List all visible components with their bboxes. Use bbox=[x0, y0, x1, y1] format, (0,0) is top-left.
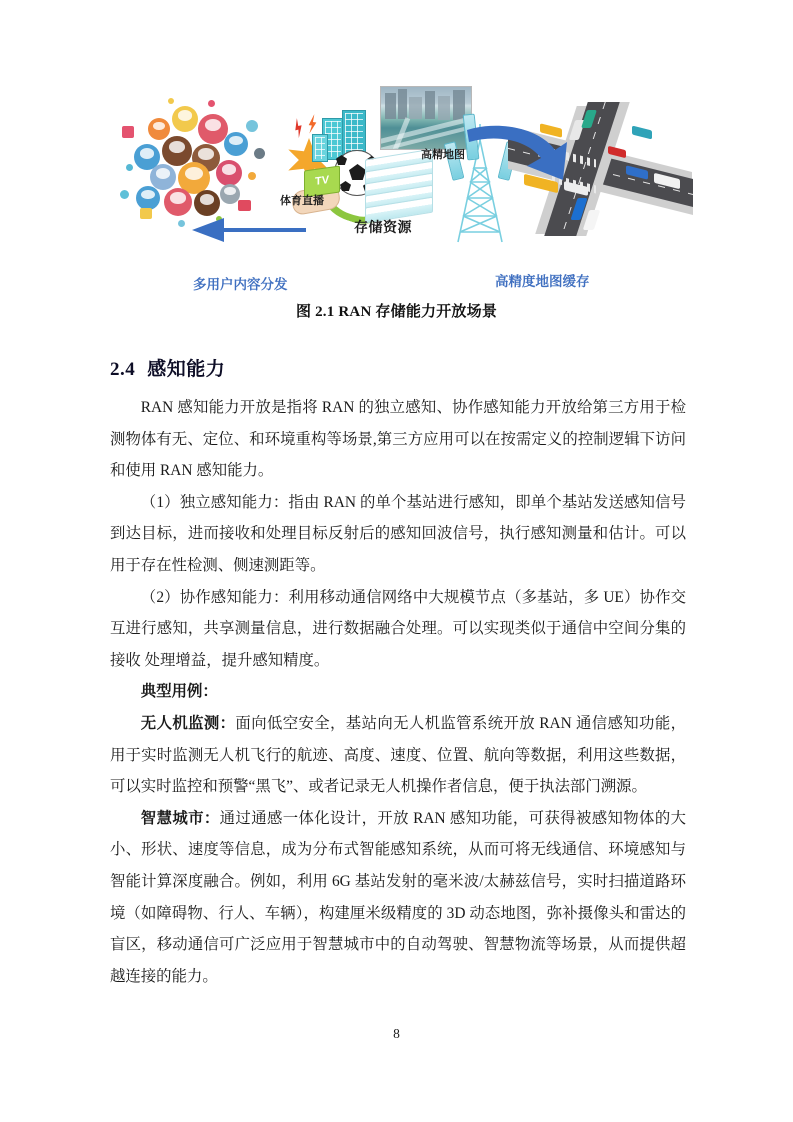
figure-label-storage-resource: 存储资源 bbox=[354, 219, 412, 235]
section-number: 2.4 bbox=[110, 358, 136, 380]
body-content bbox=[110, 392, 686, 992]
paragraph-smart-city: 智慧城市：通过通感一体化设计，开放 RAN 感知功能，可获得被感知物体的大小、形状、速度等信息，成为分布式智能感知系统，从而可将无线通信、环境感知与智能计算深度融合。例如，利用 6G 基站发射的毫米波/太赫兹信号，实时扫描道路环境（如障碍物、行人、车辆），构建厘米级精度的 3D 动态地图，弥补摄像头和雷达的盲区，移动通信可广泛应用于智慧城市中的自动驾驶、智慧物流等场景，从而提供超越连接的能力。 bbox=[110, 809, 686, 985]
figure-scenario-label-right: 高精度地图缓存 bbox=[495, 274, 590, 289]
paragraph-intro: RAN 感知能力开放是指将 RAN 的独立感知、协作感知能力开放给第三方用于检测物体有无、定位、和环境重构等场景,第三方应用可以在按需定义的控制逻辑下访问和使用 RAN 感知能力。 bbox=[110, 399, 686, 480]
bolt-icon bbox=[292, 117, 305, 138]
figure-scenario-label-left: 多用户内容分发 bbox=[193, 277, 288, 292]
figure-label-hd-map: 高精地图 bbox=[421, 149, 465, 161]
paragraph-typical-usecases-heading bbox=[110, 676, 686, 708]
storage-server-stack bbox=[365, 154, 433, 216]
tv-badge: TV bbox=[304, 165, 340, 197]
figure-label-sports-live: 体育直播 bbox=[280, 195, 324, 207]
page-title bbox=[110, 354, 225, 381]
paragraph-item-2: （2）协作感知能力：利用移动通信网络中大规模节点（多基站，多 UE）协作交互进行感知，共享测量信息，进行数据融合处理。可以实现类似于通信中空间分集的接收 处理增益，提升感知精度。 bbox=[110, 588, 686, 669]
section-title: 感知能力 bbox=[147, 358, 226, 380]
figure-caption: 图 2.1 RAN 存储能力开放场景 bbox=[295, 304, 498, 320]
paragraph-lead-uav-monitoring: 无人机监测： bbox=[140, 714, 236, 732]
paragraph-lead-typical-usecases-heading: 典型用例： bbox=[140, 683, 218, 701]
figure-ran-storage-scenario bbox=[110, 84, 685, 292]
bolt-icon bbox=[307, 113, 319, 134]
paragraph-lead-smart-city: 智慧城市： bbox=[140, 809, 220, 827]
page-number: 8 bbox=[393, 1026, 400, 1041]
paragraph-item-1: （1）独立感知能力：指由 RAN 的单个基站进行感知，即单个基站发送感知信号到达目标，进而接收和处理目标反射后的感知回波信号，执行感知测量和估计。可以用于存在性检测、侧速测距等。 bbox=[110, 493, 686, 574]
arrow-to-map-icon bbox=[465, 124, 575, 186]
paragraph-uav-monitoring: 无人机监测：面向低空安全，基站向无人机监管系统开放 RAN 通信感知功能，用于实时监测无人机飞行的航迹、高度、速度、位置、航向等数据，利用这些数据，可以实时监控和预警“黑飞”、或者记录无人机操作者信息，便于执法部门溯源。 bbox=[110, 714, 686, 796]
arrow-to-users-icon bbox=[188, 208, 308, 242]
figure-canvas bbox=[110, 84, 685, 292]
